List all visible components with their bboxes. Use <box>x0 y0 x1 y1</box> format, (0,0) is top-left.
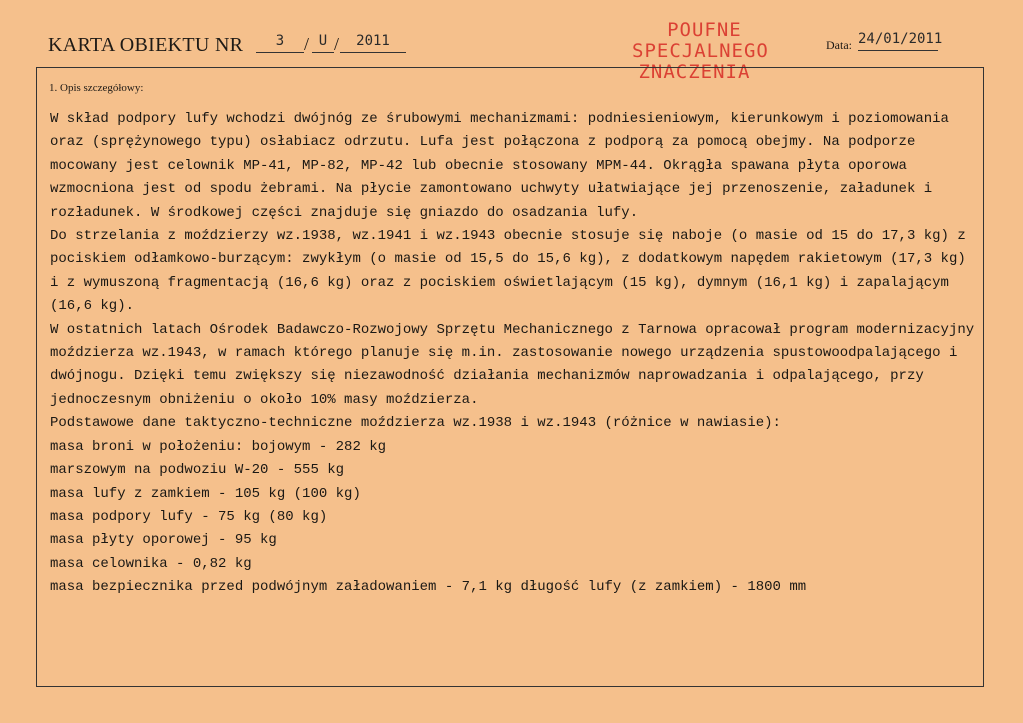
paragraph: Do strzelania z moździerzy wz.1938, wz.1941 i wz.1943 obecnie stosuje się naboje (o masie od 15 do 17,3 kg) z pociskiem odłamkowo-burzącym: zwykłym (o masie od 15,5 do 15,6 kg), z dodatkowym napędem rakietowym (17,3 kg) i z wymuszoną fragmentacją (16,6 kg) oraz z pociskiem oświetlającym (15 kg), dymnym (16,1 kg) i zapalającym (16,6 kg). <box>50 228 966 315</box>
card-number-part-1: 3 <box>275 33 285 49</box>
date-value: 24/01/2011 <box>858 31 943 47</box>
card-number-field-2 <box>312 34 334 53</box>
slash-separator: / <box>334 34 340 54</box>
stamp-line-3: ZNACZENIA <box>638 61 751 83</box>
spec-line: masa broni w położeniu: bojowym - 282 kg <box>50 438 387 455</box>
spec-line: masa płyty oporowej - 95 kg <box>50 532 277 549</box>
description-text <box>50 108 975 600</box>
description-panel <box>36 67 984 687</box>
card-number-part-2: U <box>318 33 328 49</box>
paragraph: W skład podpory lufy wchodzi dwójnóg ze śrubowymi mechanizmami: podniesieniowym, kierunkowym i poziomowania oraz (sprężynowego typu) osłabiacz odrzutu. Lufa jest połączona z podporą za pomocą obejmy. Na podporze mocowany jest celownik MP-41, MP-82, MP-42 lub obecnie stosowany MPM-44. Okrągła spawana płyta oporowa wzmocniona jest od spodu żebrami. Na płycie zamontowano uchwyty ułatwiające jej przenoszenie, załadunek i rozładunek. W środkowej części znajduje się gniazdo do osadzania lufy. <box>50 111 949 221</box>
date-field <box>858 30 943 51</box>
stamp-line-1: POUFNE <box>667 19 742 41</box>
card-year: 2011 <box>356 33 390 49</box>
slash-separator: / <box>304 34 310 54</box>
paragraph: W ostatnich latach Ośrodek Badawczo-Rozwojowy Sprzętu Mechanicznego z Tarnowa opracował program modernizacyjny moździerza wz.1943, w ramach którego planuje się m.in. zastosowanie nowego urządzenia spustowoodpalającego i dwójnogu. Dzięki temu zwiększy się niezawodność działania mechanizmów naprowadzania i odpalającego, przy jednoczesnym obniżeniu o około 10% masy moździerza. <box>50 321 975 408</box>
spec-line: masa bezpiecznika przed podwójnym załadowaniem - 7,1 kg długość lufy (z zamkiem) - 1800 mm <box>50 579 807 596</box>
paragraph: Podstawowe dane taktyczno-techniczne moździerza wz.1938 i wz.1943 (różnice w nawiasie): <box>50 415 781 432</box>
card-year-field <box>340 34 406 53</box>
section-label: 1. Opis szczegółowy: <box>49 82 144 94</box>
date-label: Data: <box>826 38 852 52</box>
spec-line: masa podpory lufy - 75 kg (80 kg) <box>50 508 328 525</box>
stamp-line-2: SPECJALNEGO <box>632 40 769 62</box>
card-title: KARTA OBIEKTU NR <box>48 34 244 56</box>
spec-line: masa lufy z zamkiem - 105 kg (100 kg) <box>50 485 361 502</box>
card-number-field-1 <box>256 34 304 53</box>
spec-line: masa celownika - 0,82 kg <box>50 555 252 572</box>
spec-line: marszowym na podwoziu W-20 - 555 kg <box>50 462 345 479</box>
